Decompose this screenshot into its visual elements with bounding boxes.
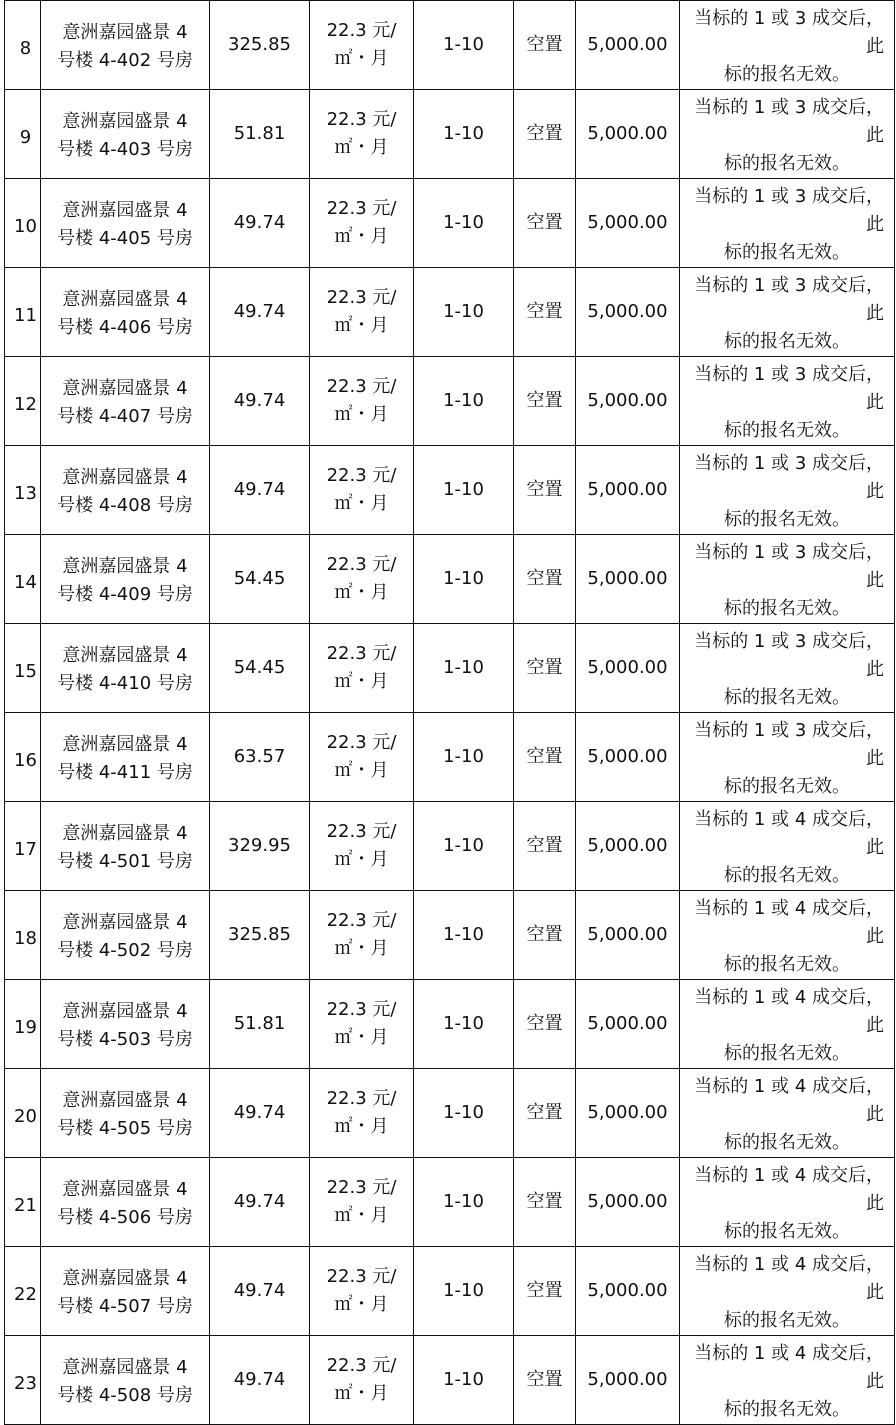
rent-price: [310, 268, 414, 357]
table-row: [5, 1336, 895, 1425]
rent-price-line2: ㎡・月: [334, 582, 389, 603]
remark-line1: 当标的 1 或 4 成交后，此: [694, 987, 884, 1036]
rent-price: [310, 713, 414, 802]
remark-line2: 标的报名无效。: [724, 153, 850, 174]
occupancy-status: 空置: [514, 891, 576, 980]
property-name-line1: 意洲嘉园盛景 4: [62, 1357, 188, 1378]
lease-term: 1-10: [414, 446, 514, 535]
property-name-line2: 号楼 4-409 号房: [57, 584, 193, 605]
remark-line1: 当标的 1 或 4 成交后，此: [694, 1254, 884, 1303]
deposit-amount: 5,000.00: [576, 446, 680, 535]
occupancy-status: 空置: [514, 268, 576, 357]
property-name-line1: 意洲嘉园盛景 4: [62, 556, 188, 577]
rent-price-line2: ㎡・月: [334, 1027, 389, 1048]
rent-price-line2: ㎡・月: [334, 315, 389, 336]
deposit-amount: 5,000.00: [576, 891, 680, 980]
property-name: [41, 802, 210, 891]
table-body: [5, 1, 895, 1425]
remark: [680, 1, 895, 90]
rent-price: [310, 1158, 414, 1247]
rent-price-line1: 22.3 元/: [326, 1266, 397, 1287]
remark: [680, 980, 895, 1069]
property-name-line1: 意洲嘉园盛景 4: [62, 823, 188, 844]
row-number: 21: [5, 1158, 41, 1247]
lease-term: 1-10: [414, 1158, 514, 1247]
lease-term: 1-10: [414, 535, 514, 624]
remark-line1: 当标的 1 或 3 成交后，此: [694, 720, 884, 769]
lease-term: 1-10: [414, 90, 514, 179]
remark: [680, 535, 895, 624]
area-value: 325.85: [210, 1, 310, 90]
rent-price: [310, 90, 414, 179]
rent-price-line1: 22.3 元/: [326, 643, 397, 664]
rent-price-line1: 22.3 元/: [326, 376, 397, 397]
property-name-line2: 号楼 4-508 号房: [57, 1385, 193, 1406]
property-name-line2: 号楼 4-410 号房: [57, 673, 193, 694]
area-value: 49.74: [210, 357, 310, 446]
property-name-line2: 号楼 4-505 号房: [57, 1118, 193, 1139]
property-name-line1: 意洲嘉园盛景 4: [62, 467, 188, 488]
property-name-line1: 意洲嘉园盛景 4: [62, 200, 188, 221]
rent-price-line2: ㎡・月: [334, 48, 389, 69]
row-number: 20: [5, 1069, 41, 1158]
remark-line1: 当标的 1 或 4 成交后，此: [694, 809, 884, 858]
property-name-line2: 号楼 4-403 号房: [57, 139, 193, 160]
remark-line2: 标的报名无效。: [724, 954, 850, 975]
remark-line1: 当标的 1 或 3 成交后，此: [694, 97, 884, 146]
rent-price: [310, 980, 414, 1069]
deposit-amount: 5,000.00: [576, 624, 680, 713]
area-value: 49.74: [210, 268, 310, 357]
occupancy-status: 空置: [514, 535, 576, 624]
property-name: [41, 446, 210, 535]
property-name-line2: 号楼 4-411 号房: [57, 762, 193, 783]
property-name-line2: 号楼 4-405 号房: [57, 228, 193, 249]
row-number: 16: [5, 713, 41, 802]
lease-term: 1-10: [414, 1336, 514, 1425]
rent-price-line1: 22.3 元/: [326, 198, 397, 219]
occupancy-status: 空置: [514, 713, 576, 802]
table-row: [5, 535, 895, 624]
listing-table: [4, 0, 895, 1425]
rent-price: [310, 891, 414, 980]
rent-price: [310, 1336, 414, 1425]
remark-line2: 标的报名无效。: [724, 598, 850, 619]
row-number: 11: [5, 268, 41, 357]
remark-line2: 标的报名无效。: [724, 1310, 850, 1331]
property-name: [41, 90, 210, 179]
table-row: [5, 179, 895, 268]
lease-term: 1-10: [414, 1069, 514, 1158]
occupancy-status: 空置: [514, 357, 576, 446]
remark-line2: 标的报名无效。: [724, 420, 850, 441]
property-name: [41, 1336, 210, 1425]
area-value: 329.95: [210, 802, 310, 891]
remark-line1: 当标的 1 或 4 成交后，此: [694, 898, 884, 947]
property-name-line2: 号楼 4-501 号房: [57, 851, 193, 872]
property-name-line1: 意洲嘉园盛景 4: [62, 111, 188, 132]
row-number: 19: [5, 980, 41, 1069]
row-number: 22: [5, 1247, 41, 1336]
property-name: [41, 980, 210, 1069]
area-value: 63.57: [210, 713, 310, 802]
rent-price-line2: ㎡・月: [334, 671, 389, 692]
property-name-line1: 意洲嘉园盛景 4: [62, 289, 188, 310]
rent-price-line1: 22.3 元/: [326, 910, 397, 931]
deposit-amount: 5,000.00: [576, 713, 680, 802]
remark-line2: 标的报名无效。: [724, 1132, 850, 1153]
row-number: 10: [5, 179, 41, 268]
rent-price-line1: 22.3 元/: [326, 821, 397, 842]
rent-price-line2: ㎡・月: [334, 1116, 389, 1137]
table-row: [5, 268, 895, 357]
remark: [680, 1069, 895, 1158]
remark-line2: 标的报名无效。: [724, 331, 850, 352]
area-value: 54.45: [210, 535, 310, 624]
property-name: [41, 624, 210, 713]
remark: [680, 891, 895, 980]
property-name-line1: 意洲嘉园盛景 4: [62, 22, 188, 43]
table-row: [5, 980, 895, 1069]
remark-line1: 当标的 1 或 3 成交后，此: [694, 275, 884, 324]
deposit-amount: 5,000.00: [576, 980, 680, 1069]
rent-price: [310, 446, 414, 535]
property-name: [41, 357, 210, 446]
property-name-line2: 号楼 4-502 号房: [57, 940, 193, 961]
table-row: [5, 357, 895, 446]
rent-price-line1: 22.3 元/: [326, 999, 397, 1020]
remark-line2: 标的报名无效。: [724, 865, 850, 886]
remark-line2: 标的报名无效。: [724, 1399, 850, 1420]
remark-line2: 标的报名无效。: [724, 242, 850, 263]
row-number: 17: [5, 802, 41, 891]
remark-line2: 标的报名无效。: [724, 1221, 850, 1242]
area-value: 49.74: [210, 1247, 310, 1336]
lease-term: 1-10: [414, 357, 514, 446]
rent-price-line1: 22.3 元/: [326, 1355, 397, 1376]
remark-line1: 当标的 1 或 3 成交后，此: [694, 631, 884, 680]
remark-line1: 当标的 1 或 3 成交后，此: [694, 364, 884, 413]
table-row: [5, 446, 895, 535]
row-number: 8: [5, 1, 41, 90]
area-value: 325.85: [210, 891, 310, 980]
remark: [680, 1158, 895, 1247]
property-name-line1: 意洲嘉园盛景 4: [62, 1179, 188, 1200]
rent-price: [310, 357, 414, 446]
deposit-amount: 5,000.00: [576, 90, 680, 179]
remark-line1: 当标的 1 或 3 成交后，此: [694, 542, 884, 591]
property-name: [41, 1247, 210, 1336]
property-name: [41, 179, 210, 268]
table-row: [5, 713, 895, 802]
table-row: [5, 802, 895, 891]
table-row: [5, 624, 895, 713]
deposit-amount: 5,000.00: [576, 179, 680, 268]
rent-price-line1: 22.3 元/: [326, 732, 397, 753]
rent-price-line2: ㎡・月: [334, 1294, 389, 1315]
occupancy-status: 空置: [514, 1247, 576, 1336]
property-name: [41, 535, 210, 624]
property-name-line1: 意洲嘉园盛景 4: [62, 645, 188, 666]
rent-price: [310, 802, 414, 891]
deposit-amount: 5,000.00: [576, 357, 680, 446]
rent-price-line1: 22.3 元/: [326, 465, 397, 486]
occupancy-status: 空置: [514, 1, 576, 90]
remark: [680, 268, 895, 357]
property-name-line2: 号楼 4-507 号房: [57, 1296, 193, 1317]
remark: [680, 624, 895, 713]
lease-term: 1-10: [414, 624, 514, 713]
area-value: 49.74: [210, 179, 310, 268]
deposit-amount: 5,000.00: [576, 535, 680, 624]
area-value: 49.74: [210, 1158, 310, 1247]
occupancy-status: 空置: [514, 1069, 576, 1158]
remark-line1: 当标的 1 或 3 成交后，此: [694, 453, 884, 502]
rent-price-line2: ㎡・月: [334, 226, 389, 247]
rent-price-line2: ㎡・月: [334, 404, 389, 425]
lease-term: 1-10: [414, 713, 514, 802]
table-row: [5, 1069, 895, 1158]
property-name: [41, 268, 210, 357]
lease-term: 1-10: [414, 802, 514, 891]
occupancy-status: 空置: [514, 1158, 576, 1247]
property-name-line2: 号楼 4-503 号房: [57, 1029, 193, 1050]
property-name: [41, 1158, 210, 1247]
remark: [680, 357, 895, 446]
rent-price-line2: ㎡・月: [334, 1383, 389, 1404]
property-name-line1: 意洲嘉园盛景 4: [62, 912, 188, 933]
remark-line2: 标的报名无效。: [724, 64, 850, 85]
remark-line1: 当标的 1 或 4 成交后，此: [694, 1076, 884, 1125]
row-number: 15: [5, 624, 41, 713]
remark: [680, 90, 895, 179]
remark: [680, 802, 895, 891]
lease-term: 1-10: [414, 268, 514, 357]
remark: [680, 1247, 895, 1336]
rent-price-line2: ㎡・月: [334, 849, 389, 870]
property-name-line1: 意洲嘉园盛景 4: [62, 1268, 188, 1289]
rent-price-line1: 22.3 元/: [326, 554, 397, 575]
lease-term: 1-10: [414, 891, 514, 980]
rent-price-line1: 22.3 元/: [326, 287, 397, 308]
rent-price-line2: ㎡・月: [334, 760, 389, 781]
row-number: 13: [5, 446, 41, 535]
rent-price-line1: 22.3 元/: [326, 1177, 397, 1198]
property-name-line1: 意洲嘉园盛景 4: [62, 378, 188, 399]
deposit-amount: 5,000.00: [576, 268, 680, 357]
lease-term: 1-10: [414, 179, 514, 268]
row-number: 14: [5, 535, 41, 624]
occupancy-status: 空置: [514, 802, 576, 891]
deposit-amount: 5,000.00: [576, 1158, 680, 1247]
deposit-amount: 5,000.00: [576, 1, 680, 90]
occupancy-status: 空置: [514, 179, 576, 268]
area-value: 49.74: [210, 1069, 310, 1158]
rent-price-line1: 22.3 元/: [326, 1088, 397, 1109]
table-row: [5, 1, 895, 90]
property-name-line2: 号楼 4-506 号房: [57, 1207, 193, 1228]
property-name: [41, 1069, 210, 1158]
row-number: 12: [5, 357, 41, 446]
area-value: 51.81: [210, 980, 310, 1069]
occupancy-status: 空置: [514, 446, 576, 535]
rent-price-line1: 22.3 元/: [326, 20, 397, 41]
rent-price: [310, 179, 414, 268]
table-row: [5, 1158, 895, 1247]
rent-price-line1: 22.3 元/: [326, 109, 397, 130]
property-name-line1: 意洲嘉园盛景 4: [62, 1090, 188, 1111]
row-number: 18: [5, 891, 41, 980]
lease-term: 1-10: [414, 1, 514, 90]
remark-line2: 标的报名无效。: [724, 776, 850, 797]
remark: [680, 1336, 895, 1425]
deposit-amount: 5,000.00: [576, 802, 680, 891]
property-name-line1: 意洲嘉园盛景 4: [62, 734, 188, 755]
occupancy-status: 空置: [514, 90, 576, 179]
rent-price: [310, 1069, 414, 1158]
table-row: [5, 891, 895, 980]
remark: [680, 446, 895, 535]
lease-term: 1-10: [414, 980, 514, 1069]
table-row: [5, 1247, 895, 1336]
remark-line2: 标的报名无效。: [724, 509, 850, 530]
property-name-line1: 意洲嘉园盛景 4: [62, 1001, 188, 1022]
property-name: [41, 713, 210, 802]
occupancy-status: 空置: [514, 624, 576, 713]
lease-term: 1-10: [414, 1247, 514, 1336]
property-name-line2: 号楼 4-402 号房: [57, 50, 193, 71]
property-name: [41, 891, 210, 980]
remark-line1: 当标的 1 或 4 成交后，此: [694, 1165, 884, 1214]
area-value: 49.74: [210, 446, 310, 535]
deposit-amount: 5,000.00: [576, 1247, 680, 1336]
row-number: 23: [5, 1336, 41, 1425]
property-name-line2: 号楼 4-406 号房: [57, 317, 193, 338]
rent-price: [310, 535, 414, 624]
deposit-amount: 5,000.00: [576, 1069, 680, 1158]
remark-line2: 标的报名无效。: [724, 687, 850, 708]
table-row: [5, 90, 895, 179]
remark: [680, 179, 895, 268]
row-number: 9: [5, 90, 41, 179]
remark-line1: 当标的 1 或 4 成交后，此: [694, 1343, 884, 1392]
remark-line2: 标的报名无效。: [724, 1043, 850, 1064]
occupancy-status: 空置: [514, 1336, 576, 1425]
remark-line1: 当标的 1 或 3 成交后，此: [694, 186, 884, 235]
rent-price-line2: ㎡・月: [334, 1205, 389, 1226]
rent-price: [310, 1247, 414, 1336]
area-value: 51.81: [210, 90, 310, 179]
deposit-amount: 5,000.00: [576, 1336, 680, 1425]
property-name-line2: 号楼 4-407 号房: [57, 406, 193, 427]
rent-price-line2: ㎡・月: [334, 493, 389, 514]
rent-price-line2: ㎡・月: [334, 938, 389, 959]
rent-price-line2: ㎡・月: [334, 137, 389, 158]
remark: [680, 713, 895, 802]
area-value: 54.45: [210, 624, 310, 713]
rent-price: [310, 624, 414, 713]
remark-line1: 当标的 1 或 3 成交后，此: [694, 8, 884, 57]
property-name: [41, 1, 210, 90]
occupancy-status: 空置: [514, 980, 576, 1069]
property-name-line2: 号楼 4-408 号房: [57, 495, 193, 516]
rent-price: [310, 1, 414, 90]
area-value: 49.74: [210, 1336, 310, 1425]
